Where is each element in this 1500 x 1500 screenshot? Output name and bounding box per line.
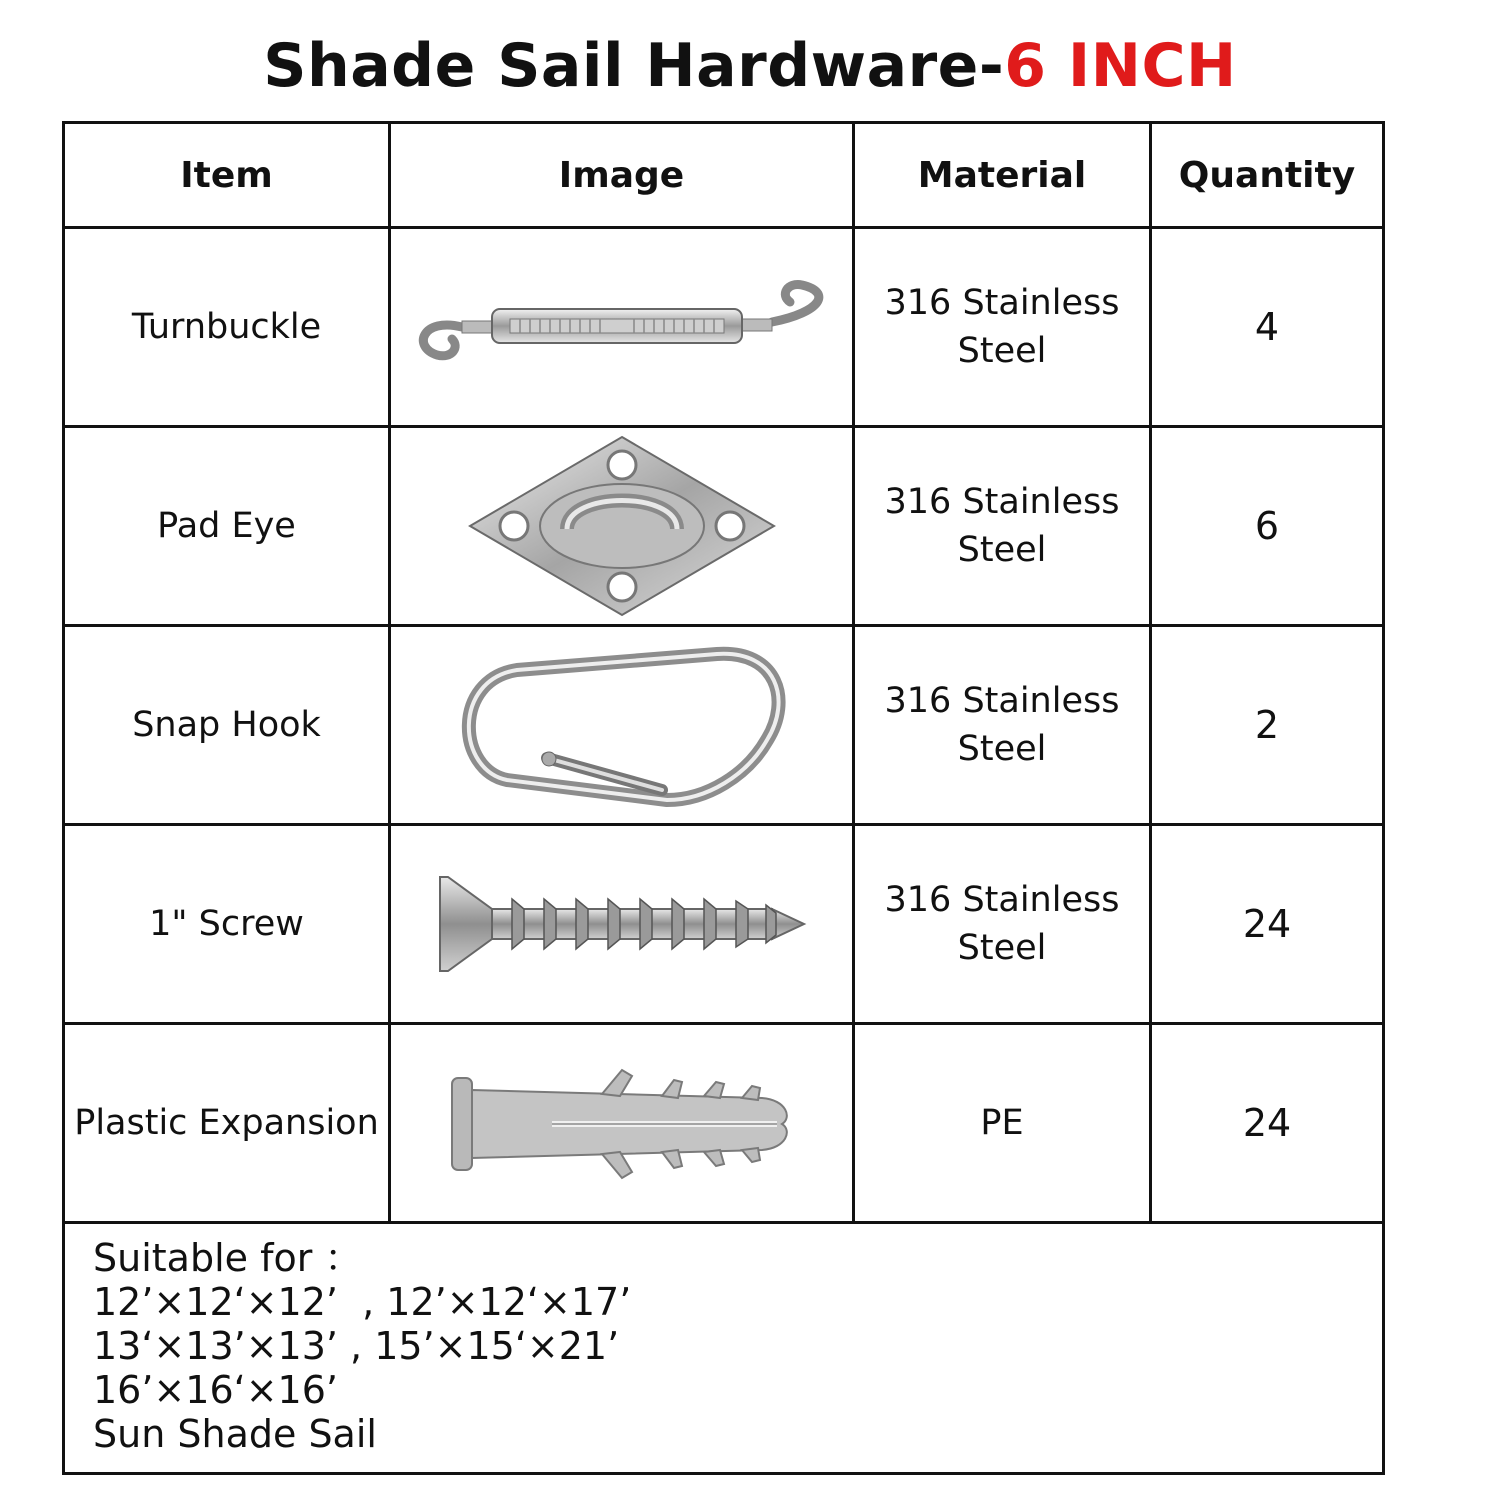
turnbuckle-icon (402, 277, 842, 377)
table-header-row (64, 123, 1384, 228)
material-line2: Steel (957, 928, 1047, 968)
item-quantity: 4 (1151, 228, 1384, 427)
material-line1: 316 Stainless (884, 880, 1120, 920)
note-line: 13‘×13’×13’ , 15’×15‘×21’ (93, 1324, 620, 1368)
table-row (64, 1024, 1384, 1223)
note-line: 12’×12‘×12’ , 12’×12‘×17’ (93, 1280, 632, 1324)
material-line1: 316 Stainless (884, 283, 1120, 323)
header-material: Material (854, 123, 1151, 228)
plastic-anchor-icon (442, 1058, 802, 1188)
item-name: 1" Screw (64, 825, 390, 1024)
note-line: 16’×16‘×16’ (93, 1368, 338, 1412)
item-material (854, 427, 1151, 626)
material-line1: 316 Stainless (884, 482, 1120, 522)
table-row (64, 228, 1384, 427)
item-name: Turnbuckle (64, 228, 390, 427)
header-image: Image (390, 123, 854, 228)
snap-hook-icon (447, 640, 797, 810)
item-material (854, 825, 1151, 1024)
item-name: Snap Hook (64, 626, 390, 825)
item-quantity: 2 (1151, 626, 1384, 825)
material-line1: PE (980, 1103, 1024, 1143)
header-quantity: Quantity (1151, 123, 1384, 228)
item-image (390, 1024, 854, 1223)
material-line2: Steel (957, 331, 1047, 371)
note-line: Sun Shade Sail (93, 1412, 377, 1456)
table-row (64, 825, 1384, 1024)
table-row (64, 427, 1384, 626)
page-title (0, 30, 1500, 102)
title-accent: 6 INCH (1004, 31, 1237, 101)
hardware-table (62, 121, 1385, 1475)
item-material (854, 228, 1151, 427)
material-line1: 316 Stainless (884, 681, 1120, 721)
header-item: Item (64, 123, 390, 228)
item-quantity: 24 (1151, 825, 1384, 1024)
suitable-for-note (64, 1223, 1384, 1474)
item-image (390, 228, 854, 427)
note-line: Suitable for ： (93, 1236, 363, 1280)
item-image (390, 825, 854, 1024)
item-quantity: 24 (1151, 1024, 1384, 1223)
material-line2: Steel (957, 530, 1047, 570)
table-row (64, 626, 1384, 825)
item-material (854, 1024, 1151, 1223)
screw-icon (432, 869, 812, 979)
item-quantity: 6 (1151, 427, 1384, 626)
note-row (64, 1223, 1384, 1474)
title-main: Shade Sail Hardware- (263, 31, 1005, 101)
pad-eye-icon (462, 431, 782, 621)
item-image (390, 626, 854, 825)
item-image (390, 427, 854, 626)
item-name: Pad Eye (64, 427, 390, 626)
material-line2: Steel (957, 729, 1047, 769)
item-material (854, 626, 1151, 825)
item-name: Plastic Expansion (64, 1024, 390, 1223)
